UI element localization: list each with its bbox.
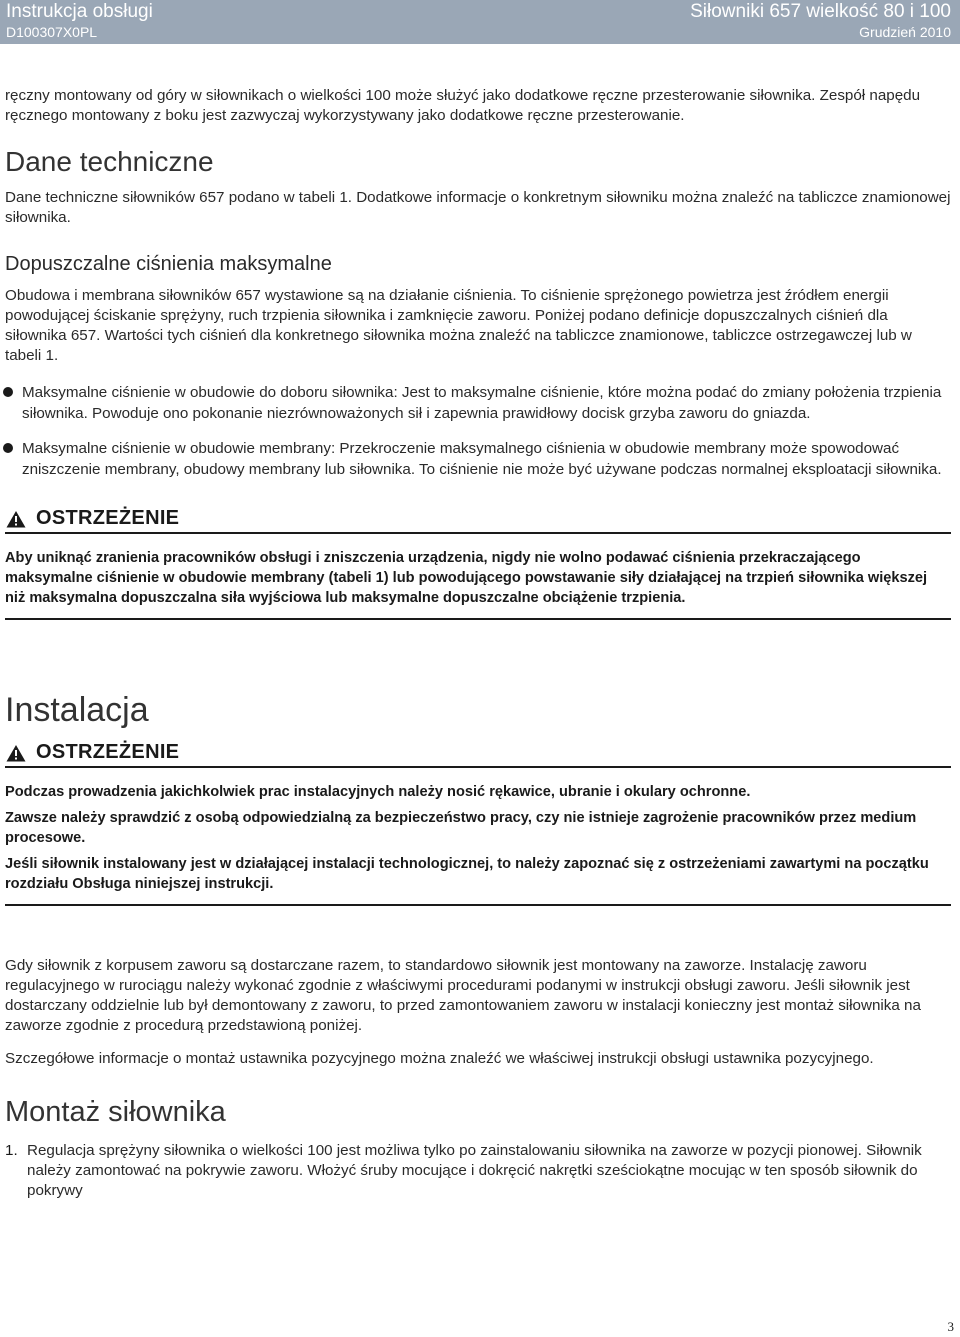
installation-heading: Instalacja (5, 691, 149, 729)
warning-bottom-rule (5, 618, 951, 620)
bullet-term: Maksymalne ciśnienie w obudowie membrany: (22, 440, 336, 457)
product-title: Siłowniki 657 wielkość 80 i 100 (690, 1, 951, 22)
installation-warning-bottom-rule (5, 904, 951, 906)
bullet-item-housing-pressure (5, 382, 951, 424)
warning-text-protective-gear: Podczas prowadzenia jakichkolwiek prac instalacyjnych należy nosić rękawice, ubranie i okulary ochronne. (5, 784, 751, 800)
warning-text-operation-section: Jeśli siłownik instalowany jest w działającej instalacji technologicznej, to należy zapoznać się z ostrzeżeniami zawartymi na początku rozdziału Obsługa niniejszej instrukcji. (5, 856, 929, 892)
step-text: Regulacja sprężyny siłownika o wielkości 100 jest możliwa tylko po zainstalowaniu siłownika na zaworze w pozycji pionowej. Siłownik należy zamontować na pokrywie zaworu. Włożyć śruby mocujące i dokręcić nakrętki sześciokątne mocując w ten sposób siłownik do pokrywy (27, 1142, 922, 1199)
warning-triangle-icon (6, 744, 26, 762)
document-code: D100307X0PL (6, 24, 98, 40)
mounting-heading: Montaż siłownika (5, 1096, 226, 1128)
mounting-step-1 (5, 1141, 951, 1201)
step-number: 1. (5, 1142, 18, 1159)
page-number: 3 (947, 1319, 954, 1334)
warning-title: OSTRZEŻENIE (36, 507, 180, 529)
manual-title: Instrukcja obsługi (6, 1, 153, 22)
document-date: Grudzień 2010 (859, 24, 951, 40)
bullet-dot-icon (3, 443, 13, 453)
warning-triangle-icon (6, 510, 26, 528)
intro-paragraph: ręczny montowany od góry w siłownikach o wielkości 100 może służyć jako dodatkowe ręczne przesterowanie siłownika. Zespół napędu ręcznego montowany z boku jest zazwyczaj wykorzystywany jako dodatkowe ręczne przesterowanie. (5, 87, 921, 124)
bullet-text: Przekroczenie maksymalnego ciśnienia w obudowie membrany może spowodować zniszczenie membrany, obudowy membrany lub siłownika. To ciśnienie nie może być używane podczas normalnej eksploatacji siłownika. (22, 440, 942, 478)
bullet-dot-icon (3, 387, 13, 397)
warning-text: Aby uniknąć zranienia pracowników obsługi i zniszczenia urządzenia, nigdy nie wolno podawać ciśnienia przekraczającego maksymalne ciśnienie w obudowie membrany (tabeli 1) lub powodującego powstawanie siły działającej na trzpień siłownika większej niż maksymalna dopuszczalna siła wyjściowa lub maksymalne dopuszczalne obciążenie trzpienia. (5, 550, 928, 606)
bullet-term: Maksymalne ciśnienie w obudowie do doboru siłownika: (22, 384, 398, 401)
bullet-text: Jest to maksymalne ciśnienie, które można podać do zmiany położenia trzpienia siłownika. Powoduje ono pokonanie niezrównoważonych sił i zapewnia prawidłowy docisk grzyba zaworu do gniazda. (22, 384, 942, 422)
bullet-item-diaphragm-pressure (5, 438, 951, 480)
page-header (0, 0, 960, 44)
warning-header (5, 507, 951, 534)
installation-paragraph: Gdy siłownik z korpusem zaworu są dostarczane razem, to standardowo siłownik jest montowany na zaworze. Instalację zaworu regulacyjnego w rurociągu należy wykonać zgodnie z właściwymi procedurami podanymi w instrukcji obsługi zaworu. Jeśli siłownik jest dostarczany oddzielnie lub był demontowany z zaworu, to przed zamontowaniem zaworu w instalacji konieczny jest montaż siłownika na zaworze zgodnie z procedurą przedstawioną poniżej. (5, 957, 921, 1034)
installation-warning-header (5, 741, 951, 768)
positioner-paragraph: Szczegółowe informacje o montaż ustawnika pozycyjnego można znaleźć we właściwej instrukcji obsługi ustawnika pozycyjnego. (5, 1050, 874, 1067)
tech-data-paragraph: Dane techniczne siłowników 657 podano w tabeli 1. Dodatkowe informacje o konkretnym siłowniku można znaleźć na tabliczce znamionowej siłownika. (5, 189, 951, 226)
warning-title: OSTRZEŻENIE (36, 741, 180, 763)
pressures-paragraph: Obudowa i membrana siłowników 657 wystawione są na działanie ciśnienia. To ciśnienie sprężonego powietrza jest źródłem energii powodującej ściskanie sprężyny, ruch trzpienia siłownika i zamknięcie zaworu. Poniżej podano definicje dopuszczalnych ciśnień dla siłownika 657. Wartości tych ciśnień dla konkretnego siłownika można znaleźć na tabliczce znamionowe, tabliczce ostrzegawczej lub w tabeli 1. (5, 287, 912, 364)
warning-text-process-medium: Zawsze należy sprawdzić z osobą odpowiedzialną za bezpieczeństwo pracy, czy nie istnieje zagrożenie pracowników przez medium procesowe. (5, 810, 917, 846)
tech-data-heading: Dane techniczne (5, 146, 214, 177)
pressures-heading: Dopuszczalne ciśnienia maksymalne (5, 253, 332, 275)
page-content (5, 86, 951, 1201)
